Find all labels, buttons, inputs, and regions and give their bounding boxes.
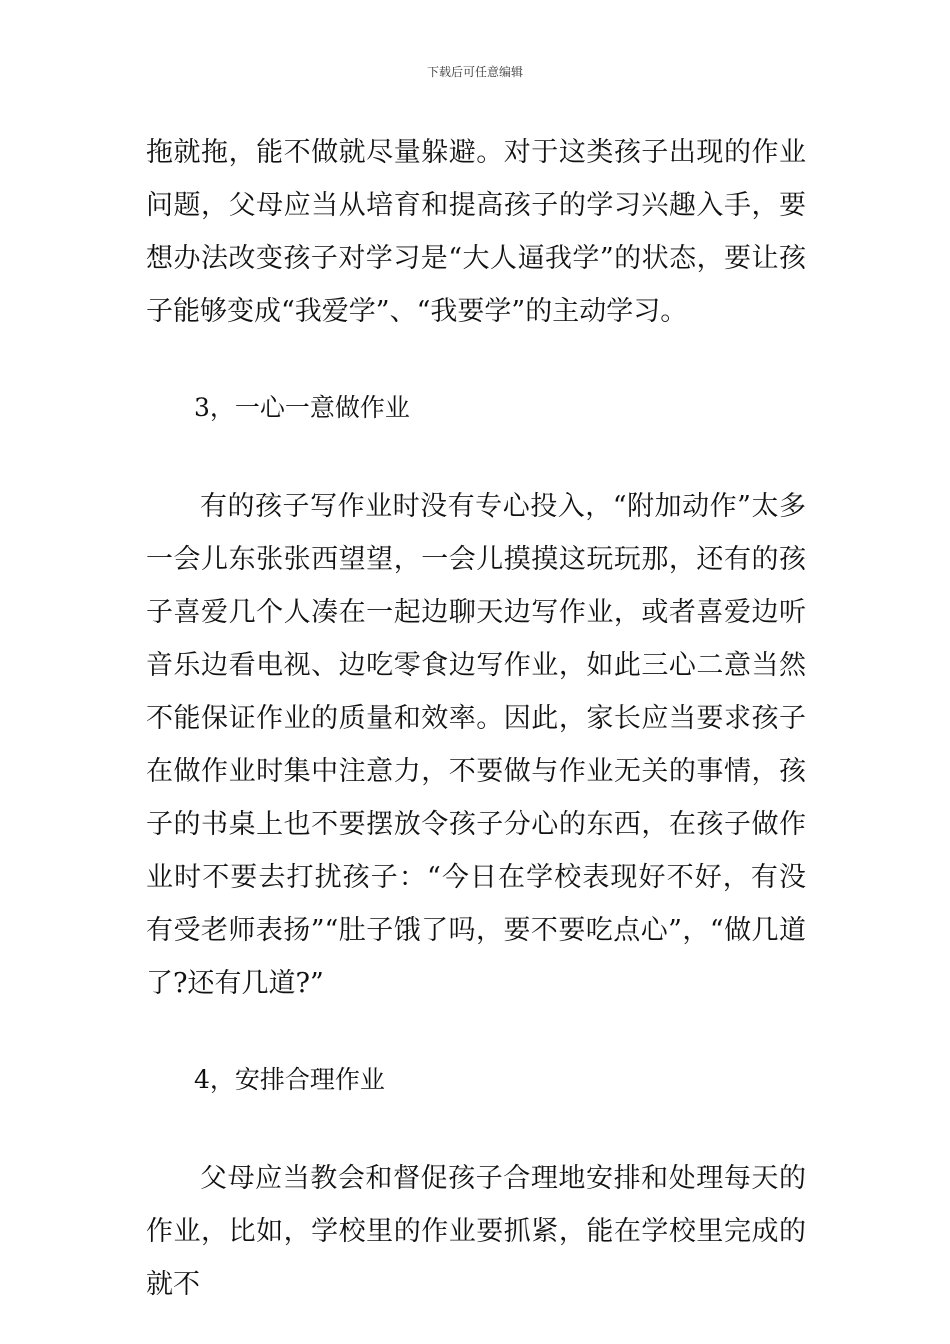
section-heading-3: 3，一心一意做作业 (194, 393, 410, 422)
header-text: 下载后可任意编辑 (426, 65, 523, 79)
paragraph-focus-homework: 有的孩子写作业时没有专心投入，“附加动作”太多一会儿东张张西望望，一会儿摸摸这玩玩那，还有的孩子喜爱几个人凑在一起边聊天边写作业，或者喜爱边听音乐边看电视、边吃零食边写作业，如此三心二意当然不能保证作业的质量和效率。因此，家长应当要求孩子在做作业时集中注意力，不要做与作业无关的事情，孩子的书桌上也不要摆放令孩子分心的东西，在孩子做作业时不要去打扰孩子：“今日在学校表现好不好，有没有受老师表扬”“肚子饿了吗，要不要吃点心”，“做几道了?还有几道?” (146, 491, 806, 999)
document-body (146, 126, 806, 1311)
paragraph-continuation: 拖就拖，能不做就尽量躲避。对于这类孩子出现的作业问题，父母应当从培育和提高孩子的学习兴趣入手，要想办法改变孩子对学习是“大人逼我学”的状态，要让孩子能够变成“我爱学”、“我要学”的主动学习。 (146, 137, 806, 327)
section-heading-4: 4，安排合理作业 (194, 1065, 385, 1094)
page-header (0, 64, 950, 80)
paragraph-arrange-homework: 父母应当教会和督促孩子合理地安排和处理每天的作业，比如，学校里的作业要抓紧，能在学校里完成的就不 (146, 1163, 806, 1300)
